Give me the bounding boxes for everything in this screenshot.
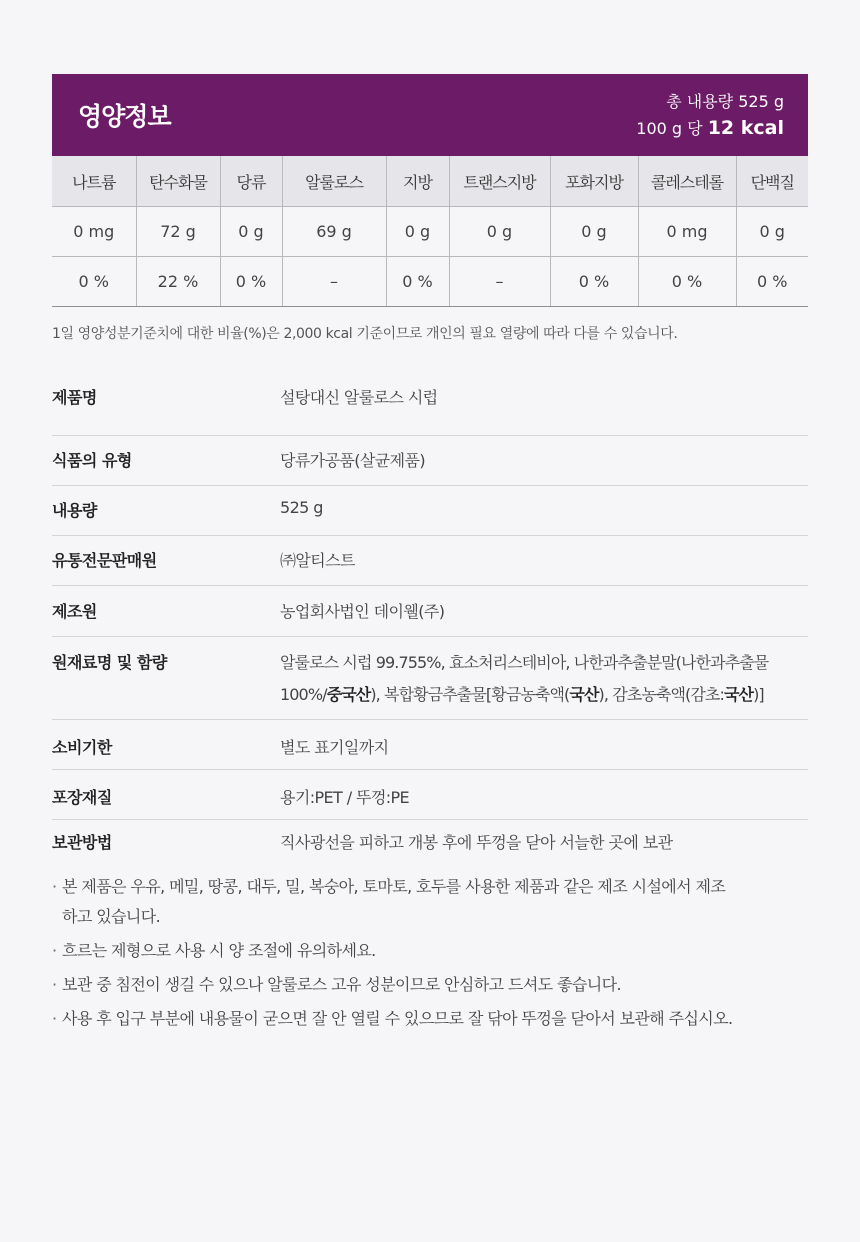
col-header: 당류 — [220, 156, 282, 207]
notice-item — [52, 1004, 808, 1034]
info-row-expiry — [52, 720, 808, 770]
info-row-distributor — [52, 536, 808, 586]
amount-cell: 0 g — [386, 207, 449, 257]
col-header: 트랜스지방 — [449, 156, 550, 207]
ingredients-text: ), 복합황금추출물[황금농축액( — [370, 685, 570, 704]
percent-cell: 0 % — [220, 257, 282, 307]
info-value: 용기:PET / 뚜껑:PE — [280, 788, 410, 807]
amount-cell: 0 g — [736, 207, 808, 257]
notice-text: 흐르는 제형으로 사용 시 양 조절에 유의하세요. — [62, 941, 376, 960]
ingredients-text: 100%/ — [280, 685, 327, 704]
ingredients-line: 알룰로스 시럽 99.755%, 효소처리스테비아, 나한과추출분말(나한과추출물 — [280, 653, 769, 672]
content — [52, 74, 808, 1038]
bullet-dot: · — [52, 941, 57, 960]
info-value: 당류가공품(살균제품) — [280, 451, 425, 470]
amount-cell: 72 g — [136, 207, 220, 257]
amount-row — [52, 207, 808, 257]
ingredients-text: )] — [753, 685, 764, 704]
amount-cell: 0 mg — [638, 207, 736, 257]
notice-item — [52, 936, 808, 966]
info-label: 식품의 유형 — [52, 451, 132, 470]
notice-list — [52, 872, 808, 1034]
nutrition-title: 영양정보 — [78, 102, 171, 131]
nutrition-header — [52, 74, 808, 156]
kcal-value: 12 kcal — [707, 116, 784, 139]
col-header: 탄수화물 — [136, 156, 220, 207]
info-row-manufacturer — [52, 586, 808, 637]
notice-text: 본 제품은 우유, 메밀, 땅콩, 대두, 밀, 복숭아, 토마토, 호두를 사용한 제품과 같은 제조 시설에서 제조 — [62, 877, 726, 896]
percent-cell: – — [282, 257, 386, 307]
notice-text: 하고 있습니다. — [62, 907, 161, 926]
col-header: 포화지방 — [550, 156, 638, 207]
notice-text: 보관 중 침전이 생길 수 있으나 알룰로스 고유 성분이므로 안심하고 드셔도 좋습니다. — [62, 975, 621, 994]
info-label: 제조원 — [52, 602, 97, 621]
info-row-ingredients — [52, 637, 808, 720]
info-row-volume — [52, 486, 808, 536]
origin-text: 국산 — [723, 685, 754, 704]
amount-cell: 0 g — [550, 207, 638, 257]
info-value: 농업회사법인 데이웰(주) — [280, 602, 445, 621]
col-header: 지방 — [386, 156, 449, 207]
notice-item — [52, 970, 808, 1000]
info-value: 별도 표기일까지 — [280, 738, 389, 757]
ingredients-line — [280, 679, 808, 711]
percent-cell: 0 % — [550, 257, 638, 307]
info-row-storage — [52, 820, 808, 864]
percent-cell: 22 % — [136, 257, 220, 307]
daily-value-note: 1일 영양성분기준치에 대한 비율(%)은 2,000 kcal 기준이므로 개인의 필요 열량에 따라 다를 수 있습니다. — [52, 326, 678, 342]
origin-text: 국산 — [569, 685, 599, 704]
percent-row — [52, 257, 808, 307]
amount-cell: 0 mg — [52, 207, 136, 257]
info-value: 설탕대신 알룰로스 시럽 — [280, 388, 438, 407]
bullet-dot: · — [52, 1009, 57, 1028]
info-row-packaging — [52, 770, 808, 820]
info-label: 유통전문판매원 — [52, 551, 157, 570]
info-label: 제품명 — [52, 388, 97, 407]
info-label: 소비기한 — [52, 738, 112, 757]
ingredients-text: ), 감초농축액(감초: — [598, 685, 724, 704]
info-value: 525 g — [280, 498, 323, 517]
per-serving — [636, 115, 784, 142]
info-label: 내용량 — [52, 501, 97, 520]
col-header: 단백질 — [736, 156, 808, 207]
col-header: 나트륨 — [52, 156, 136, 207]
info-value: 직사광선을 피하고 개봉 후에 뚜껑을 닫아 서늘한 곳에 보관 — [280, 833, 673, 852]
percent-cell: – — [449, 257, 550, 307]
info-value: ㈜알티스트 — [280, 551, 355, 570]
amount-cell: 69 g — [282, 207, 386, 257]
nutrition-summary — [636, 89, 784, 142]
amount-cell: 0 g — [220, 207, 282, 257]
bullet-dot: · — [52, 877, 57, 896]
info-value — [280, 647, 808, 719]
percent-cell: 0 % — [736, 257, 808, 307]
col-header: 콜레스테롤 — [638, 156, 736, 207]
info-label: 보관방법 — [52, 833, 112, 852]
total-volume: 총 내용량 525 g — [666, 91, 784, 111]
info-label: 원재료명 및 함량 — [52, 653, 167, 672]
col-header: 알룰로스 — [282, 156, 386, 207]
amount-cell: 0 g — [449, 207, 550, 257]
percent-cell: 0 % — [638, 257, 736, 307]
info-row-type — [52, 436, 808, 486]
product-info — [52, 385, 808, 864]
nutrition-table — [52, 156, 808, 307]
info-label: 포장재질 — [52, 788, 112, 807]
notice-text: 사용 후 입구 부분에 내용물이 굳으면 잘 안 열릴 수 있으므로 잘 닦아 뚜껑을 닫아서 보관해 주십시오. — [62, 1009, 733, 1028]
percent-cell: 0 % — [386, 257, 449, 307]
bullet-dot: · — [52, 975, 57, 994]
notice-item — [52, 872, 808, 932]
percent-cell: 0 % — [52, 257, 136, 307]
nutrition-header-row — [52, 156, 808, 207]
info-row-product-name — [52, 385, 808, 436]
origin-text: 중국산 — [326, 685, 371, 704]
per-serving-label: 100 g 당 — [636, 118, 708, 138]
